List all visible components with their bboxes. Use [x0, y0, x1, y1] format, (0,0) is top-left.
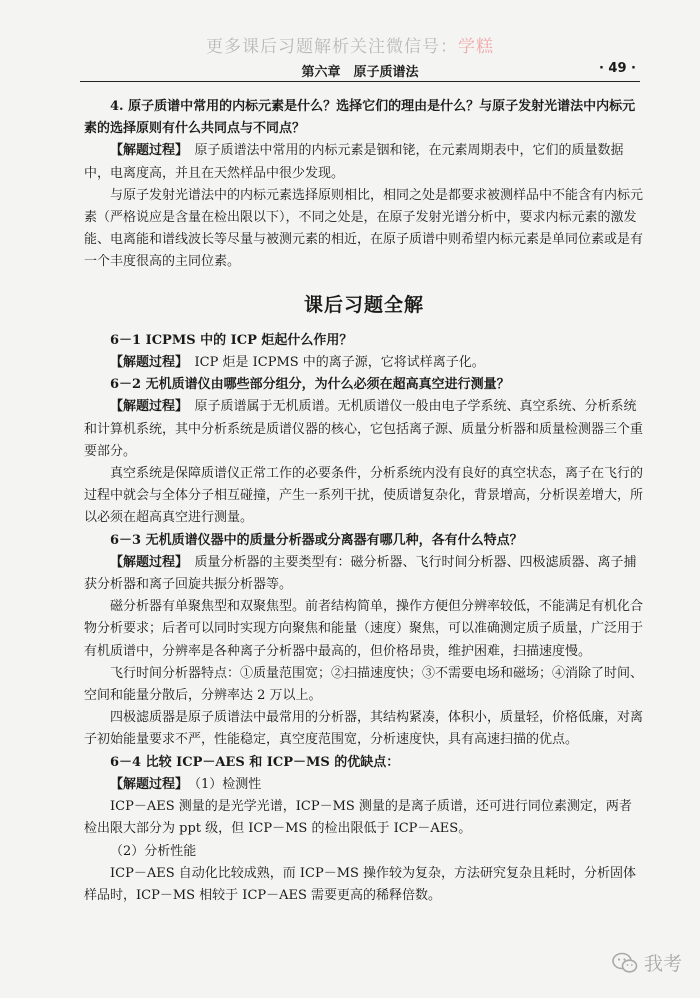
watermark-text: 更多课后习题解析关注微信号： [206, 37, 458, 57]
watermark-accent: 学糕 [458, 37, 494, 57]
solution-tag: 【解题过程】 [110, 776, 182, 792]
question-6-2: 6－2 无机质谱仪由哪些部分组分，为什么必须在超高真空进行测量？ [110, 377, 510, 393]
answer-paragraph [84, 774, 644, 796]
answer-paragraph: ICP－AES 自动化比较成熟，而 ICP－MS 操作较为复杂，方法研究复杂且耗时，分析固体样品时，ICP－MS 相较于 ICP－AES 需要更高的稀释倍数。 [84, 865, 637, 903]
solution-tag: 【解题过程】 [110, 143, 182, 159]
answer-paragraph: 飞行时间分析器特点：①质量范围宽；②扫描速度快；③不需要电场和磁场；④消除了时间、空间和能量分散后，分辨率达 2 万以上。 [84, 665, 644, 704]
corner-logo [612, 949, 682, 976]
answer-paragraph: 真空系统是保障质谱仪正常工作的必要条件，分析系统内没有良好的真空状态，离子在飞行的过程中就会与全体分子相互碰撞，产生一系列干扰，使质谱复杂化，背景增高，分析误差增大，所以必须在超高真空进行测量。 [84, 466, 644, 526]
question-6-1: 6－1 ICPMS 中的 ICP 炬起什么作用？ [110, 332, 353, 348]
answer-paragraph [84, 396, 644, 463]
answer-paragraph [84, 552, 644, 596]
page-body [84, 96, 644, 907]
question-6-4: 6－4 比较 ICP－AES 和 ICP－MS 的优缺点： [110, 754, 400, 770]
subheading-detection: （1）检测性 [194, 776, 262, 792]
solution-tag: 【解题过程】 [110, 355, 182, 371]
question-4: 4. 原子质谱中常用的内标元素是什么？选择它们的理由是什么？与原子发射光谱法中内标元素的选择原则有什么共同点与不同点？ [84, 99, 636, 137]
section-title: 课后习题全解 [303, 293, 424, 316]
answer-paragraph: 与原子发射光谱法中的内标元素选择原则相比，相同之处是都要求被测样品中不能含有内标元素（严格说应是含量在检出限以下），不同之处是，在原子发射光谱分析中，要求内标元素的激发能、电离能和谱线波长等尽量与被测元素的相近，在原子质谱中则希望内标元素是单同位素或是有一个丰度很高的主同位素。 [84, 187, 644, 270]
chapter-title: 第六章 原子质谱法 [301, 65, 419, 80]
wechat-icon [612, 952, 638, 974]
solution-tag: 【解题过程】 [110, 399, 182, 415]
answer-text: ICP 炬是 ICPMS 中的离子源，它将试样离子化。 [194, 355, 485, 371]
answer-text: 原子质谱法中常用的内标元素是铟和铑，在元素周期表中，它们的质量数据中，电离度高，并且在天然样品中很少发现。 [84, 143, 624, 181]
solution-tag: 【解题过程】 [110, 554, 182, 570]
answer-paragraph: ICP－AES 测量的是光学光谱，ICP－MS 测量的是离子质谱，还可进行同位素测定，两者检出限大部分为 ppt 级，但 ICP－MS 的检出限低于 ICP－AES。 [84, 799, 632, 837]
answer-text: 原子质谱属于无机质谱。无机质谱仪一般由电子学系统、真空系统、分析系统和计算机系统，其中分析系统是质谱仪器的核心，它包括离子源、质量分析器和质量检测器三个重要部分。 [84, 399, 644, 459]
answer-paragraph: 四极滤质器是原子质谱法中最常用的分析器，其结构紧凑，体积小，质量轻，价格低廉，对离子初始能量要求不严，性能稳定，真空度范围宽，分析速度快，具有高速扫描的优点。 [84, 710, 644, 748]
answer-paragraph [84, 352, 644, 374]
question-6-3: 6－3 无机质谱仪器中的质量分析器或分离器有哪几种，各有什么特点？ [110, 532, 523, 548]
page-number: · 49 · [598, 61, 636, 76]
top-watermark [0, 32, 700, 57]
answer-paragraph: 磁分析器有单聚焦型和双聚焦型。前者结构简单，操作方便但分辨率较低，不能满足有机化合物分析要求；后者可以同时实现方向聚焦和能量（速度）聚焦，可以准确测定质子质量，广泛用于有机质谱中，分辨率是各种离子分析器中最高的，但价格昂贵，维护困难，扫描速度慢。 [84, 599, 644, 659]
answer-text: 质量分析器的主要类型有：磁分析器、飞行时间分析器、四极滤质器、离子捕获分析器和离子回旋共振分析器等。 [84, 554, 637, 593]
subheading-performance: （2）分析性能 [110, 843, 197, 859]
corner-logo-text: 我考 [643, 953, 682, 975]
answer-paragraph [84, 140, 644, 184]
running-header [80, 60, 640, 82]
